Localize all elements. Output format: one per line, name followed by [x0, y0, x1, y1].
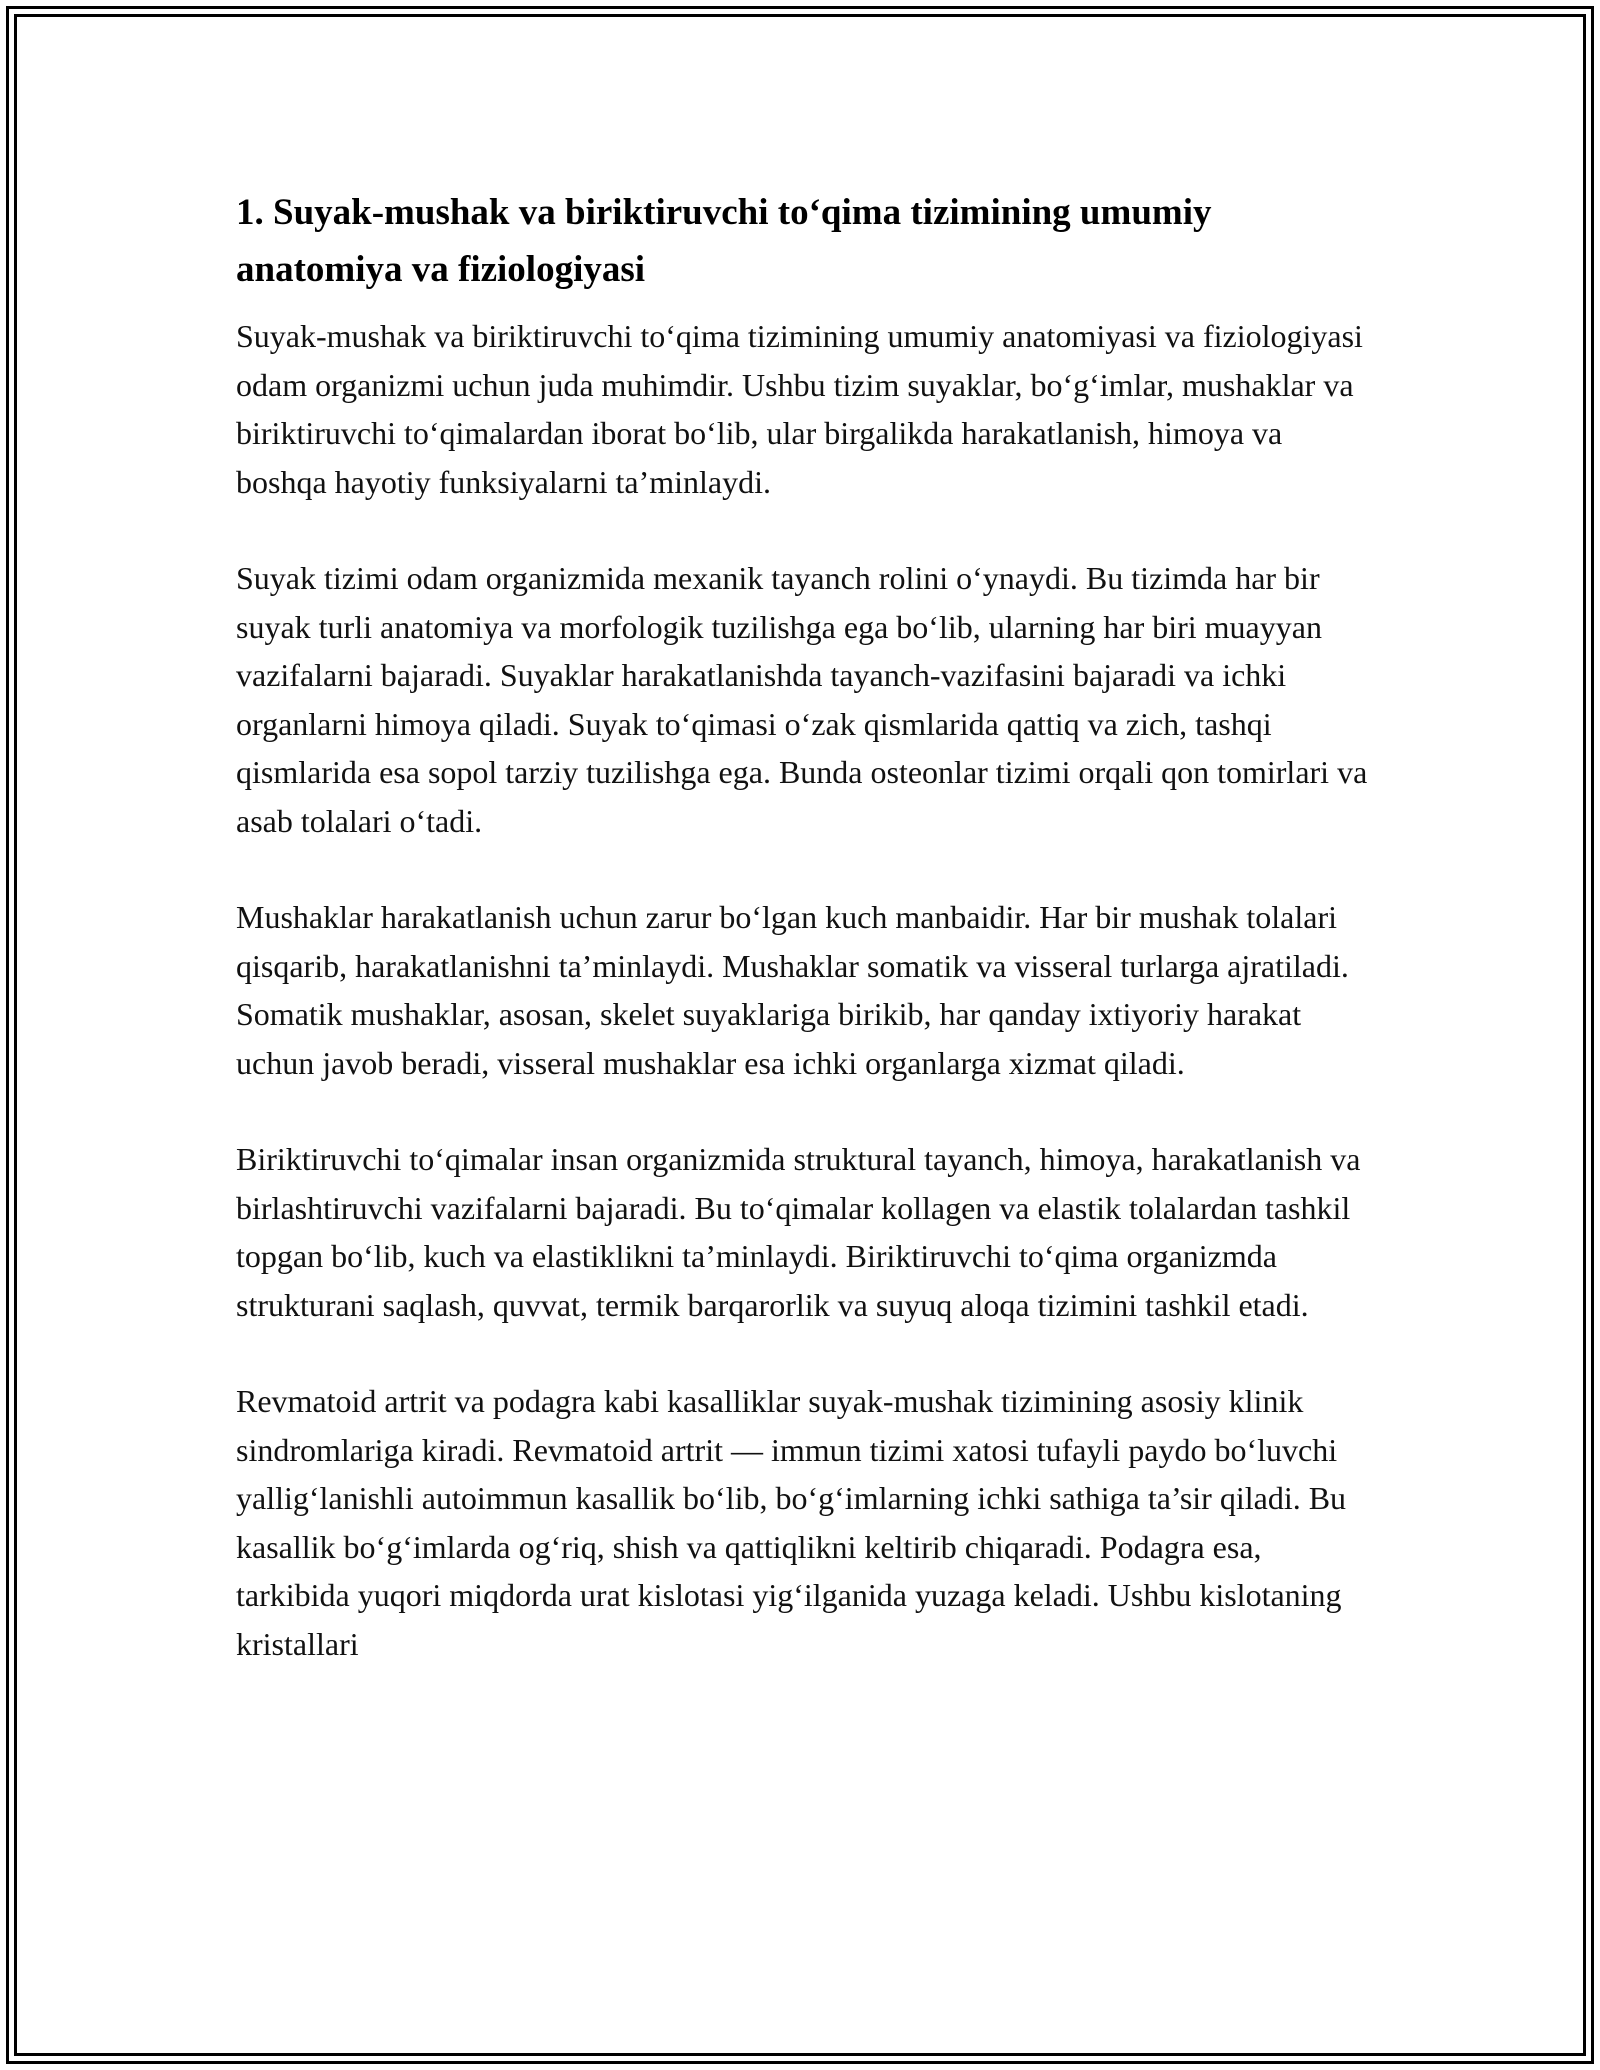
paragraph-connective-tissue: Biriktiruvchi to‘qimalar insan organizmida struktural tayanch, himoya, harakatlanish va birlashtiruvchi vazifalarni bajaradi. Bu to‘qimalar kollagen va elastik tolalardan tashkil topgan bo‘lib, kuch va elastiklikni ta’minlaydi. Biriktiruvchi to‘qima organizmda strukturani saqlash, quvvat, termik barqarorlik va suyuq aloqa tizimini tashkil etadi. — [236, 1141, 1361, 1323]
section-heading: 1. Suyak-mushak va biriktiruvchi to‘qima tizimining umumiy anatomiya va fiziologiyasi — [236, 192, 1212, 290]
document-body — [236, 184, 1376, 1716]
paragraph-bone-system: Suyak tizimi odam organizmida mexanik tayanch rolini o‘ynaydi. Bu tizimda har bir suyak turli anatomiya va morfologik tuzilishga ega bo‘lib, ularning har biri muayyan vazifalarni bajaradi. Suyaklar harakatlanishda tayanch-vazifasini bajaradi va ichki organlarni himoya qiladi. Suyak to‘qimasi o‘zak qismlarida qattiq va zich, tashqi qismlarida esa sopol tarziy tuzilishga ega. Bunda osteonlar tizimi orqali qon tomirlari va asab tolalari o‘tadi. — [236, 560, 1368, 839]
paragraph-intro: Suyak-mushak va biriktiruvchi to‘qima tizimining umumiy anatomiyasi va fiziologiyasi odam organizmi uchun juda muhimdir. Ushbu tizim suyaklar, bo‘g‘imlar, mushaklar va biriktiruvchi to‘qimalardan iborat bo‘lib, ular birgalikda harakatlanish, himoya va boshqa hayotiy funksiyalarni ta’minlaydi. — [236, 318, 1363, 500]
paragraph-diseases: Revmatoid artrit va podagra kabi kasalliklar suyak-mushak tizimining asosiy klinik sindromlariga kiradi. Revmatoid artrit — immun tizimi xatosi tufayli paydo bo‘luvchi yallig‘lanishli autoimmun kasallik bo‘lib, bo‘g‘imlarning ichki sathiga ta’sir qiladi. Bu kasallik bo‘g‘imlarda og‘riq, shish va qattiqlikni keltirib chiqaradi. Podagra esa, tarkibida yuqori miqdorda urat kislotasi yig‘ilganida yuzaga keladi. Ushbu kislotaning kristallari — [236, 1383, 1347, 1662]
paragraph-muscles: Mushaklar harakatlanish uchun zarur bo‘lgan kuch manbaidir. Har bir mushak tolalari qisqarib, harakatlanishni ta’minlaydi. Mushaklar somatik va visseral turlarga ajratiladi. Somatik mushaklar, asosan, skelet suyaklariga birikib, har qanday ixtiyoriy harakat uchun javob beradi, visseral mushaklar esa ichki organlarga xizmat qiladi. — [236, 899, 1349, 1081]
